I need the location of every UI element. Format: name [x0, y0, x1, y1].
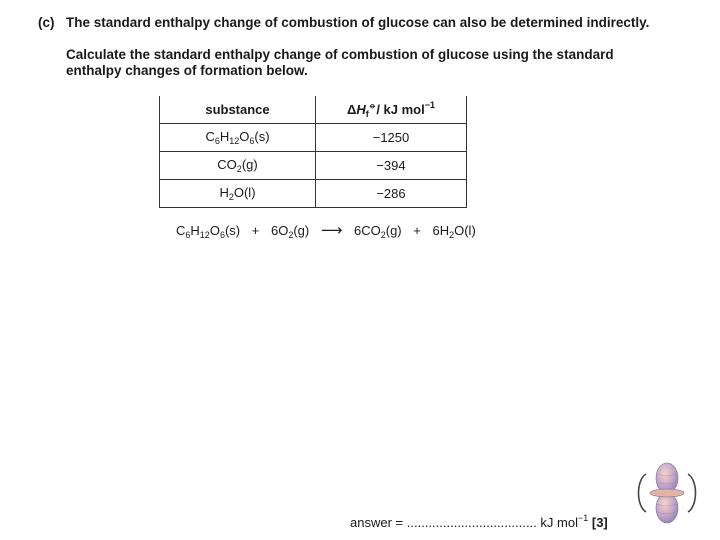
question-instruction: Calculate the standard enthalpy change of combustion of glucose using the standard enthalpy changes of formation below.: [66, 47, 614, 78]
reactant-glucose: $C_6H_{12}O_6(s)$: [176, 223, 241, 240]
answer-input-line[interactable]: ....................................: [406, 515, 537, 530]
plus-sign: +: [413, 223, 421, 238]
answer-label: answer =: [350, 515, 404, 530]
question-label: (c): [38, 15, 55, 30]
enthalpy-water: −286: [316, 180, 467, 208]
product-water: $6H_2O(l)$: [432, 223, 476, 240]
plus-sign: +: [251, 223, 260, 238]
enthalpy-co2: −394: [316, 152, 467, 180]
product-co2: $6CO_2(g)$: [353, 223, 402, 240]
header-substance: substance: [160, 96, 316, 124]
marks-badge: [3]: [591, 515, 608, 530]
substance-glucose: $C_6H_{12}O_6(s)$: [160, 124, 316, 152]
substance-water: $H_2O(l)$: [160, 180, 316, 208]
table-row: [160, 152, 467, 180]
table-header-row: [160, 96, 467, 124]
enthalpy-table: [159, 96, 467, 208]
reactant-oxygen: $6O_2(g)$: [270, 223, 310, 240]
header-enthalpy: $\Delta H_f^⦵/$ kJ mol$^{-1}$: [316, 96, 467, 124]
table-row: [160, 124, 467, 152]
table-row: [160, 180, 467, 208]
question-intro: The standard enthalpy change of combustion of glucose can also be determined indirectly.: [66, 15, 650, 30]
combustion-equation: [176, 221, 476, 240]
answer-line: [350, 513, 608, 530]
substance-co2: $CO_2(g)$: [160, 152, 316, 180]
enthalpy-glucose: −1250: [316, 124, 467, 152]
answer-unit: kJ mol$^{-1}$: [540, 513, 589, 530]
reaction-arrow: ⟶: [320, 222, 343, 239]
d-orbital-icon: [632, 462, 702, 524]
